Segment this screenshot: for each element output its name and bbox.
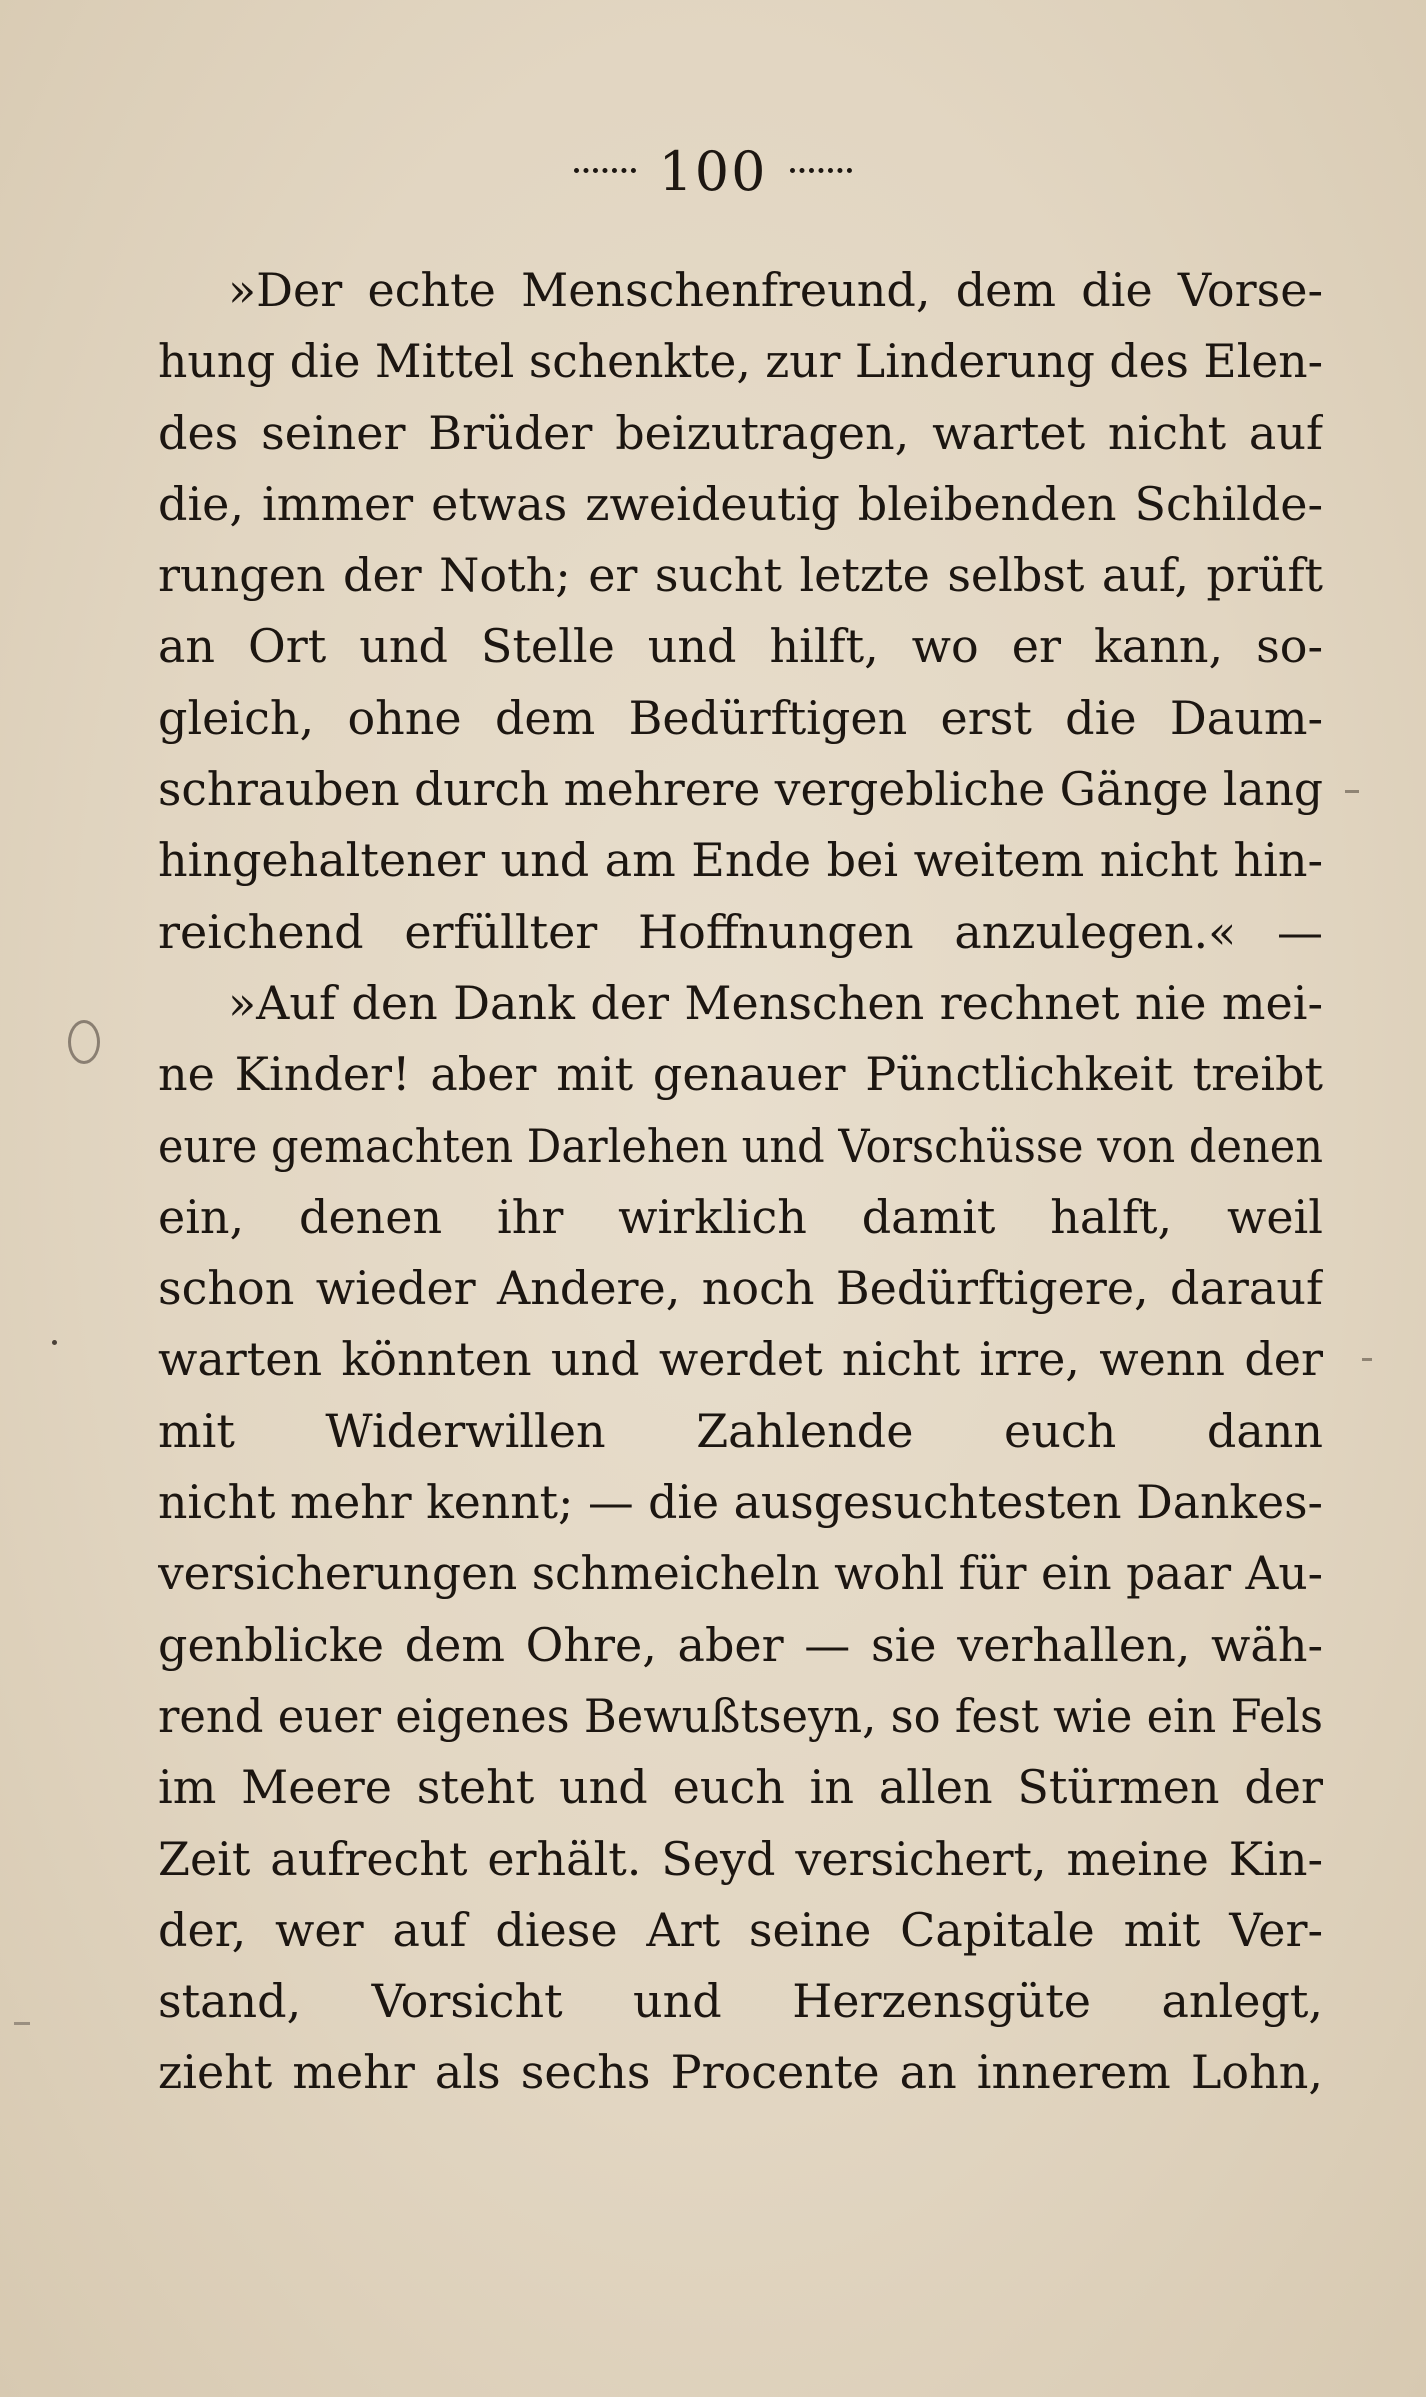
text-line: hingehaltener und am Ende bei weitem nicht hin- [158,833,1323,888]
text-line: eure gemachten Darlehen und Vorschüsse von denen [158,1118,1323,1173]
text-line: Zeit aufrecht erhält. Seyd versichert, meine Kin- [158,1831,1323,1886]
text-line: reichend erfüllter Hoffnungen anzulegen.« — [158,904,1323,959]
text-line: rend euer eigenes Bewußtseyn, so fest wie ein Fels [158,1688,1323,1743]
text-line: ne Kinder! aber mit genauer Pünctlichkeit treibt [158,1047,1323,1102]
text-line: ein, denen ihr wirklich damit halft, weil [158,1189,1323,1244]
text-line: der, wer auf diese Art seine Capitale mit Ver- [158,1902,1323,1957]
text-line: stand, Vorsicht und Herzensgüte anlegt, [158,1974,1323,2029]
text-line: im Meere steht und euch in allen Stürmen der [158,1760,1323,1815]
page-header [0,140,1426,203]
text-line: zieht mehr als sechs Procente an innerem Lohn, [158,2045,1323,2100]
text-line: genblicke dem Ohre, aber — sie verhallen, wäh- [158,1617,1323,1672]
paper-speck [14,2022,30,2025]
text-line: des seiner Brüder beizutragen, wartet nicht auf [158,405,1323,460]
text-line: schrauben durch mehrere vergebliche Gänge lang [158,762,1323,817]
paper-speck [1345,790,1359,793]
text-line: gleich, ohne dem Bedürftigen erst die Daum- [158,690,1323,745]
text-line: hung die Mittel schenkte, zur Linderung des Elen- [158,334,1323,389]
text-line: mit Widerwillen Zahlende euch dann [158,1403,1323,1458]
page-number: 100 [658,140,768,203]
text-line: rungen der Noth; er sucht letzte selbst auf, prüft [158,548,1323,603]
paper-speck [68,1020,100,1064]
paper-speck [52,1340,57,1345]
paper-speck [1362,1358,1372,1361]
text-line: an Ort und Stelle und hilft, wo er kann, so- [158,619,1323,674]
text-line: warten könnten und werdet nicht irre, wenn der [158,1332,1323,1387]
ornament-right [790,168,852,173]
text-line: nicht mehr kennt; — die ausgesuchtesten Dankes- [158,1475,1323,1530]
text-line: die, immer etwas zweideutig bleibenden Schilde- [158,476,1323,531]
text-line: versicherungen schmeicheln wohl für ein paar Au- [158,1546,1323,1601]
body-text [158,255,1323,2109]
ornament-left [574,168,636,173]
text-line: schon wieder Andere, noch Bedürftigere, darauf [158,1261,1323,1316]
text-line: »Der echte Menschenfreund, dem die Vorse- [228,263,1323,317]
text-line: »Auf den Dank der Menschen rechnet nie mei- [228,975,1323,1030]
